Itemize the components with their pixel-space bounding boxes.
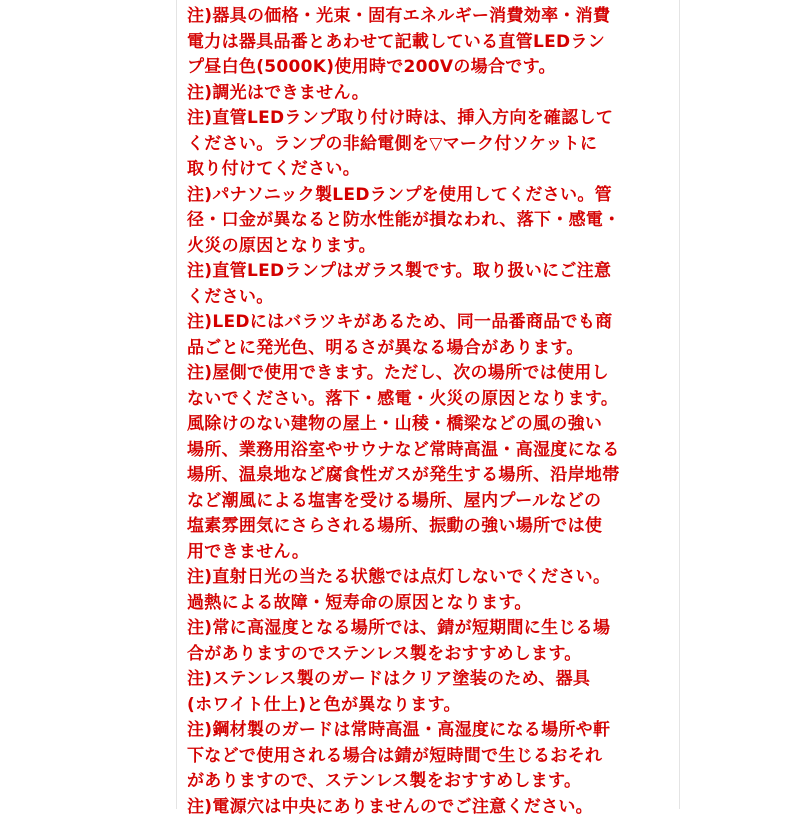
note-line: 品ごとに発光色、明るさが異なる場合があります。 [187, 336, 675, 362]
note-line: プ昼白色(5000K)使用時で200Vの場合です。 [187, 55, 675, 81]
note-line: 下などで使用される場合は錆が短時間で生じるおそれ [187, 744, 675, 770]
note-line: 注)LEDにはバラツキがあるため、同一品番商品でも商 [187, 310, 675, 336]
note-line: 風除けのない建物の屋上・山稜・橋梁などの風の強い [187, 412, 675, 438]
note-line: など潮風による塩害を受ける場所、屋内プールなどの [187, 489, 675, 515]
note-line: 合がありますのでステンレス製をおすすめします。 [187, 642, 675, 668]
note-line: 注)鋼材製のガードは常時高温・高湿度になる場所や軒 [187, 718, 675, 744]
note-line: 用できません。 [187, 540, 675, 566]
note-line: 注)直射日光の当たる状態では点灯しないでください。 [187, 565, 675, 591]
note-line: 火災の原因となります。 [187, 234, 675, 260]
note-line: 過熱による故障・短寿命の原因となります。 [187, 591, 675, 617]
note-line: 取り付けてください。 [187, 157, 675, 183]
note-line: 注)ステンレス製のガードはクリア塗装のため、器具 [187, 667, 675, 693]
note-line: 注)常に高湿度となる場所では、錆が短期間に生じる場 [187, 616, 675, 642]
note-line: 注)パナソニック製LEDランプを使用してください。管 [187, 183, 675, 209]
left-divider [176, 0, 177, 809]
note-line: 電力は器具品番とあわせて記載している直管LEDラン [187, 30, 675, 56]
note-line: ないでください。落下・感電・火災の原因となります。 [187, 387, 675, 413]
note-line: がありますので、ステンレス製をおすすめします。 [187, 769, 675, 795]
note-line: (ホワイト仕上)と色が異なります。 [187, 693, 675, 719]
note-line: 注)電源穴は中央にありませんのでご注意ください。 [187, 795, 675, 820]
note-line: 径・口金が異なると防水性能が損なわれ、落下・感電・ [187, 208, 675, 234]
note-line: 場所、温泉地など腐食性ガスが発生する場所、沿岸地帯 [187, 463, 675, 489]
note-line: ください。ランプの非給電側を▽マーク付ソケットに [187, 132, 675, 158]
right-divider [679, 0, 680, 809]
note-line: 塩素雰囲気にさらされる場所、振動の強い場所では使 [187, 514, 675, 540]
caution-notes [187, 4, 675, 820]
note-line: 注)直管LEDランプ取り付け時は、挿入方向を確認して [187, 106, 675, 132]
note-line: 注)器具の価格・光束・固有エネルギー消費効率・消費 [187, 4, 675, 30]
note-line: 注)屋側で使用できます。ただし、次の場所では使用し [187, 361, 675, 387]
note-line: ください。 [187, 285, 675, 311]
note-line: 注)調光はできません。 [187, 81, 675, 107]
note-line: 注)直管LEDランプはガラス製です。取り扱いにご注意 [187, 259, 675, 285]
note-line: 場所、業務用浴室やサウナなど常時高温・高湿度になる [187, 438, 675, 464]
